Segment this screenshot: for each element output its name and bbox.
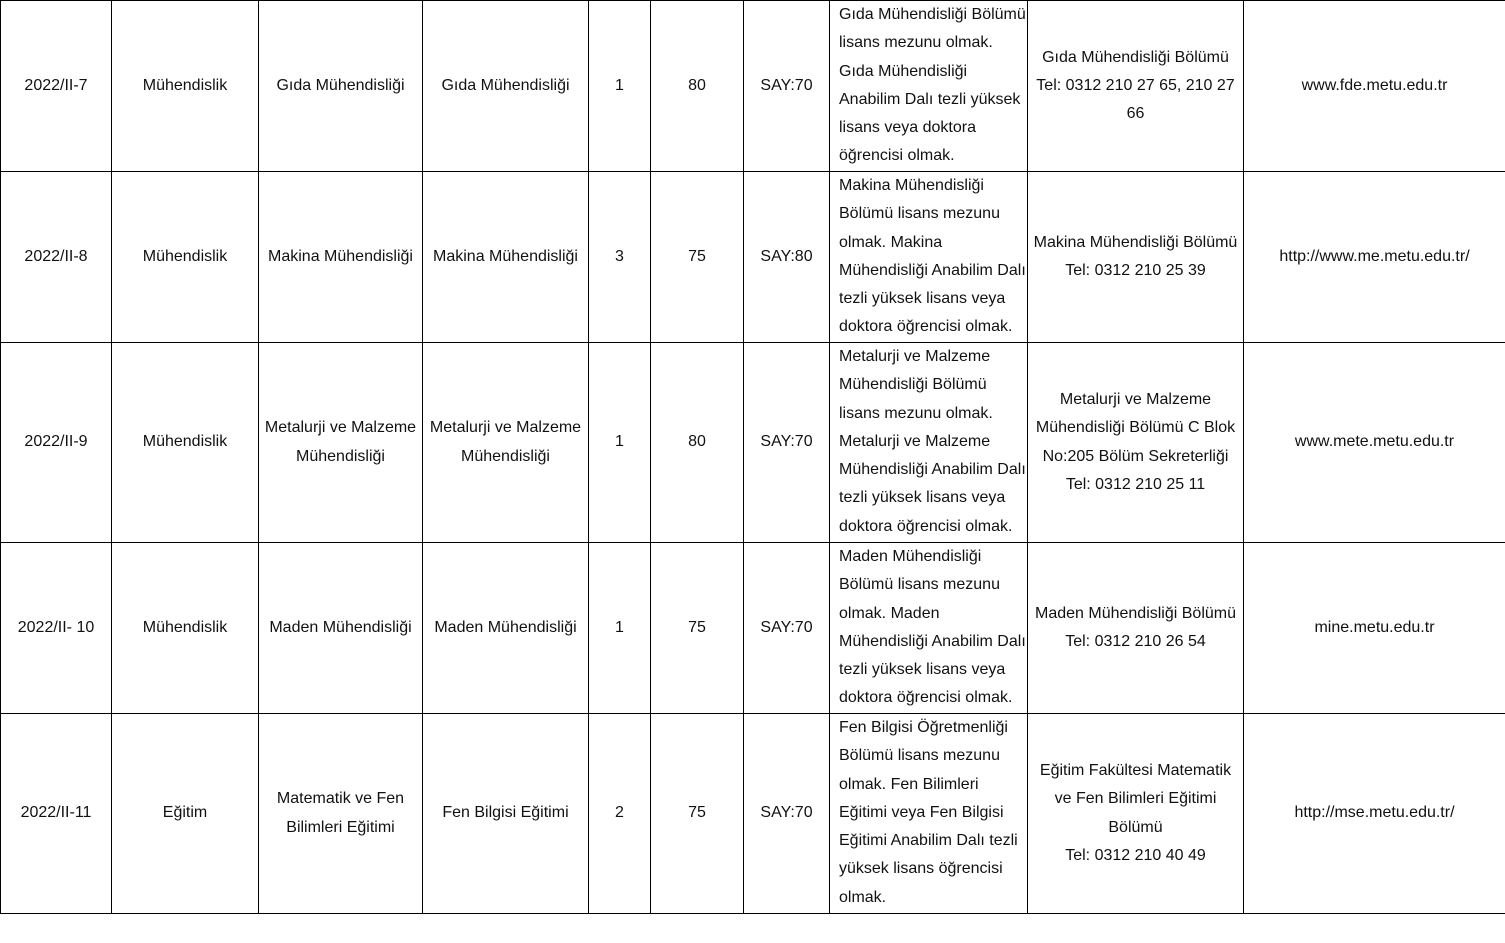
program-cell [423,172,589,343]
requirement-line: Anabilim Dalı tezli yüksek [839,90,1021,108]
contact-line: Makina Mühendisliği Bölümü [1033,233,1238,251]
exam-cell [744,1,830,172]
requirement-line: tezli yüksek lisans veya [839,661,1006,679]
requirement-line: olmak. Fen Bilimleri [839,775,979,793]
department-cell [259,543,423,714]
code-cell [1,543,112,714]
score-text: 75 [688,618,706,636]
requirement-line: tezli yüksek lisans veya [839,489,1006,507]
website-text[interactable]: http://mse.metu.edu.tr/ [1294,804,1455,822]
exam-cell [744,172,830,343]
requirement-line: Eğitimi veya Fen Bilgisi [839,803,1004,821]
department-text: Gıda Mühendisliği [276,76,405,94]
requirement-line: olmak. Makina [839,233,943,251]
website-cell [1244,543,1505,714]
department-line: Mühendisliği [296,447,385,465]
requirement-line: Bölümü lisans mezunu [839,576,1000,594]
program-cell [423,1,589,172]
requirement-line: Fen Bilgisi Öğretmenliği [839,719,1008,736]
table-row [1,543,1505,714]
faculty-cell [112,1,259,172]
score-cell [651,714,744,914]
requirement-line: Mühendisliği Anabilim Dalı [839,261,1026,279]
quota-text: 3 [615,247,624,265]
requirement-cell [830,543,1028,714]
requirement-cell [830,343,1028,543]
exam-text: SAY:70 [760,433,813,451]
requirement-cell [830,714,1028,914]
program-cell [423,343,589,543]
faculty-text: Mühendislik [142,76,228,94]
contact-line: Maden Mühendisliği Bölümü [1035,604,1236,622]
department-cell [259,343,423,543]
requirement-line: lisans veya doktora [839,119,976,137]
quota-text: 1 [615,433,624,451]
faculty-cell [112,543,259,714]
website-text[interactable]: www.mete.metu.edu.tr [1294,433,1455,451]
department-line: Bilimleri Eğitimi [286,818,395,836]
table-body [1,1,1505,914]
quota-cell [589,343,651,543]
contact-cell [1028,172,1244,343]
website-cell [1244,343,1505,543]
contact-line: Bölümü [1108,818,1163,836]
faculty-text: Mühendislik [142,433,228,451]
table-row [1,172,1505,343]
contact-cell [1028,714,1244,914]
faculty-text: Mühendislik [142,618,228,636]
requirement-line: lisans mezunu olmak. [839,34,993,52]
score-text: 80 [688,76,706,94]
requirement-line: Eğitimi Anabilim Dalı tezli [839,832,1018,850]
program-text: Fen Bilgisi Eğitimi [442,804,569,822]
contact-line: ve Fen Bilimleri Eğitimi [1054,790,1217,808]
requirement-line: Mühendisliği Anabilim Dalı [839,632,1026,650]
requirement-line: Makina Mühendisliği [839,177,984,194]
contact-cell [1028,1,1244,172]
code-text: 2022/II-7 [24,76,88,94]
contact-line: Tel: 0312 210 27 65, 210 27 [1036,76,1235,94]
exam-text: SAY:70 [760,76,813,94]
exam-cell [744,714,830,914]
quota-cell [589,172,651,343]
quota-cell [589,543,651,714]
table-row [1,1,1505,172]
contact-line: 66 [1126,105,1145,123]
contact-line: Tel: 0312 210 25 39 [1065,262,1206,279]
faculty-cell [112,343,259,543]
code-cell [1,172,112,343]
website-cell [1244,714,1505,914]
requirement-line: Metalurji ve Malzeme [839,432,991,450]
code-text: 2022/II-8 [24,247,88,265]
contact-cell [1028,343,1244,543]
requirement-line: doktora öğrencisi olmak. [839,517,1013,535]
requirement-line: olmak. Maden [839,604,940,622]
table-row [1,714,1505,914]
faculty-cell [112,714,259,914]
requirement-line: doktora öğrencisi olmak. [839,318,1013,336]
score-text: 75 [688,804,706,822]
requirement-line: lisans mezunu olmak. [839,404,993,422]
requirement-line: Gıda Mühendisliği Bölümü [839,6,1026,23]
requirement-line: Maden Mühendisliği [839,548,982,565]
department-cell [259,172,423,343]
requirement-line: tezli yüksek lisans veya [839,290,1006,308]
requirement-line: doktora öğrencisi olmak. [839,689,1013,707]
score-cell [651,343,744,543]
requirement-line: öğrencisi olmak. [839,147,955,165]
department-text: Makina Mühendisliği [268,247,413,265]
score-cell [651,1,744,172]
requirement-line: Gıda Mühendisliği [839,62,968,80]
quota-cell [589,714,651,914]
program-cell [423,543,589,714]
contact-line: Tel: 0312 210 25 11 [1065,475,1206,493]
score-text: 80 [688,433,706,451]
code-text: 2022/II-11 [20,804,92,822]
faculty-cell [112,172,259,343]
website-text[interactable]: mine.metu.edu.tr [1314,618,1435,636]
code-cell [1,714,112,914]
contact-line: Tel: 0312 210 26 54 [1065,633,1206,650]
website-cell [1244,1,1505,172]
contact-line: Mühendisliği Bölümü C Blok [1035,419,1236,437]
requirement-line: yüksek lisans öğrencisi [839,860,1003,878]
contact-cell [1028,543,1244,714]
exam-cell [744,543,830,714]
program-cell [423,714,589,914]
quota-text: 2 [615,804,624,822]
department-cell [259,1,423,172]
program-text: Gıda Mühendisliği [441,76,570,94]
program-line: Metalurji ve Malzeme [429,419,582,437]
program-text: Maden Mühendisliği [434,618,577,636]
exam-text: SAY:70 [760,804,813,822]
contact-line: Eğitim Fakültesi Matematik [1039,761,1232,779]
requirement-line: olmak. [839,888,887,906]
exam-text: SAY:70 [760,618,813,636]
quota-text: 1 [615,618,624,636]
code-cell [1,1,112,172]
contact-line: No:205 Bölüm Sekreterliği [1042,447,1229,465]
exam-text: SAY:80 [760,247,813,265]
program-text: Makina Mühendisliği [433,247,578,265]
score-text: 75 [688,247,706,265]
contact-line: Metalurji ve Malzeme [1059,390,1212,408]
code-text: 2022/II-9 [24,433,88,451]
department-line: Metalurji ve Malzeme [264,419,417,437]
requirement-line: Metalurji ve Malzeme [839,348,991,365]
exam-cell [744,343,830,543]
requirement-cell [830,172,1028,343]
faculty-text: Mühendislik [142,247,228,265]
website-cell [1244,172,1505,343]
faculty-text: Eğitim [162,804,208,822]
website-text[interactable]: http://www.me.metu.edu.tr/ [1279,247,1470,265]
table-row [1,343,1505,543]
department-cell [259,714,423,914]
department-line: Matematik ve Fen [276,790,405,808]
program-line: Mühendisliği [461,447,550,465]
department-text: Maden Mühendisliği [269,618,412,636]
website-text[interactable]: www.fde.metu.edu.tr [1301,76,1448,94]
contact-line: Tel: 0312 210 40 49 [1065,846,1206,864]
requirement-line: Bölümü lisans mezunu [839,205,1000,223]
requirement-cell [830,1,1028,172]
requirement-line: Mühendisliği Anabilim Dalı [839,461,1026,479]
contact-line: Gıda Mühendisliği Bölümü [1042,48,1229,66]
quota-text: 1 [615,76,624,94]
requirement-line: Mühendisliği Bölümü [839,376,987,394]
quota-cell [589,1,651,172]
code-cell [1,343,112,543]
code-text: 2022/II- 10 [17,618,95,636]
score-cell [651,543,744,714]
requirement-line: Bölümü lisans mezunu [839,747,1000,765]
score-cell [651,172,744,343]
